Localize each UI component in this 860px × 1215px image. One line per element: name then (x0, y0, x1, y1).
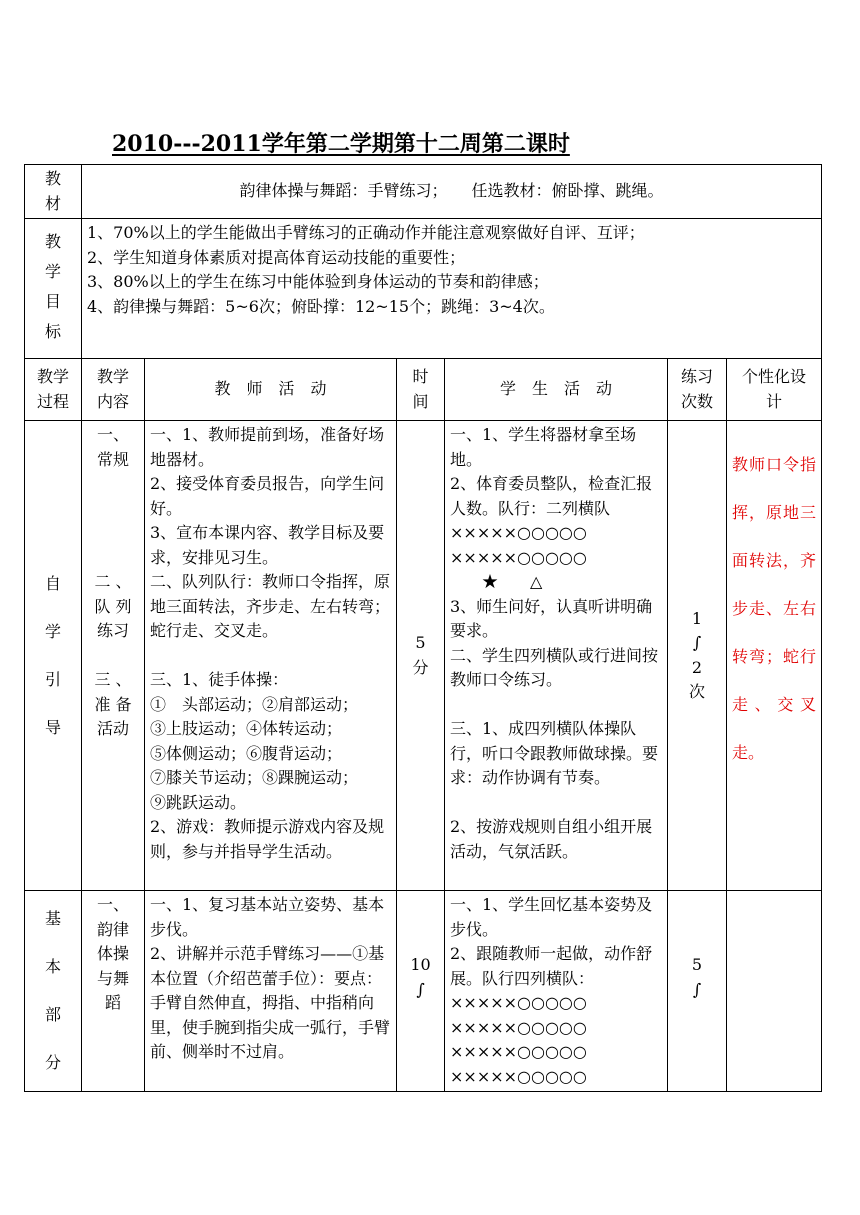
section2-student: 一、1、学生回忆基本姿势及步伐。 2、跟随教师一起做，动作舒展。队行四列横队： ×××××○○○○○ ×××××○○○○○ ×××××○○○○○ ×××××○○○○○ (445, 891, 668, 1092)
header-process: 教学 过程 (25, 359, 82, 421)
objectives-content (82, 219, 822, 359)
section2-process-text: 基 本 部 分 (44, 909, 61, 1072)
header-teacher: 教 师 活 动 (145, 359, 397, 421)
materials-content: 韵律体操与舞蹈：手臂练习； 任选教材：俯卧撑、跳绳。 (82, 165, 822, 219)
header-time: 时 间 (397, 359, 445, 421)
section1-content: 一、 常规 二 、 队 列 练习 三 、 准 备 活动 (82, 421, 145, 891)
materials-row (25, 165, 822, 219)
section-self-study-row (25, 421, 822, 891)
objectives-row (25, 219, 822, 359)
title-text: 2010---2011学年第二学期第十二周第二课时 (112, 131, 570, 157)
section-basic-row (25, 891, 822, 1092)
section2-content: 一、 韵律 体操 与舞 蹈 (82, 891, 145, 1092)
header-student: 学 生 活 动 (445, 359, 668, 421)
objectives-label: 教 学 目 标 (25, 219, 82, 359)
section1-teacher: 一、1、教师提前到场，准备好场地器材。 2、接受体育委员报告，向学生问好。 3、宣布本课内容、教学目标及要求，安排见习生。 二、队列队行：教师口令指挥，原地三面转法，齐步走、左右转弯；蛇行走、交叉走。 三、1、徒手体操： ① 头部运动；②肩部运动； ③上肢运动；④体转运动； ⑤体侧运动；⑥腹背运动； ⑦膝关节运动；⑧踝腕运动； ⑨跳跃运动。 2、游戏：教师提示游戏内容及规则，参与并指导学生活动。 (145, 421, 397, 891)
page-title (0, 127, 860, 158)
section1-count: 1 ∫ 2 次 (668, 421, 727, 891)
section1-process (25, 421, 82, 891)
objective-item: 3、80%以上的学生在练习中能体验到身体运动的节奏和韵律感； (87, 272, 549, 291)
section1-design: 教师口令指挥，原地三面转法，齐步走、左右转弯；蛇行走、交叉走。 (727, 421, 822, 891)
header-row (25, 359, 822, 421)
section2-process (25, 891, 82, 1092)
header-content: 教学 内容 (82, 359, 145, 421)
section1-student: 一、1、学生将器材拿至场地。 2、体育委员整队，检查汇报人数。队行：二列横队 ×××××○○○○○ ×××××○○○○○ ★ △ 3、师生问好，认真听讲明确要求。 二、学生四列横队或行进间按教师口令练习。 三、1、成四列横队体操队行，听口令跟教师做球操。要求：动作协调有节奏。 2、按游戏规则自组小组开展活动，气氛活跃。 (445, 421, 668, 891)
section2-teacher: 一、1、复习基本站立姿势、基本步伐。 2、讲解并示范手臂练习——①基本位置（介绍芭蕾手位）：要点：手臂自然伸直，拇指、中指稍向里，使手腕到指尖成一弧行，手臂前、侧举时不过肩。 (145, 891, 397, 1092)
section1-process-text: 自 学 引 导 (44, 573, 61, 737)
section2-count: 5 ∫ (668, 891, 727, 1092)
header-count: 练习 次数 (668, 359, 727, 421)
section2-time: 10 ∫ (397, 891, 445, 1092)
header-design: 个性化设 计 (727, 359, 822, 421)
section2-design (727, 891, 822, 1092)
objective-item: 2、学生知道身体素质对提高体育运动技能的重要性； (87, 247, 466, 267)
materials-label: 教 材 (25, 165, 82, 219)
objective-item: 4、韵律操与舞蹈：5~6次；俯卧撑：12~15个；跳绳：3~4次。 (87, 296, 555, 316)
lesson-plan-table (24, 164, 822, 1092)
section1-time: 5 分 (397, 421, 445, 891)
objective-item: 1、70%以上的学生能做出手臂练习的正确动作并能注意观察做好自评、互评； (87, 223, 645, 242)
